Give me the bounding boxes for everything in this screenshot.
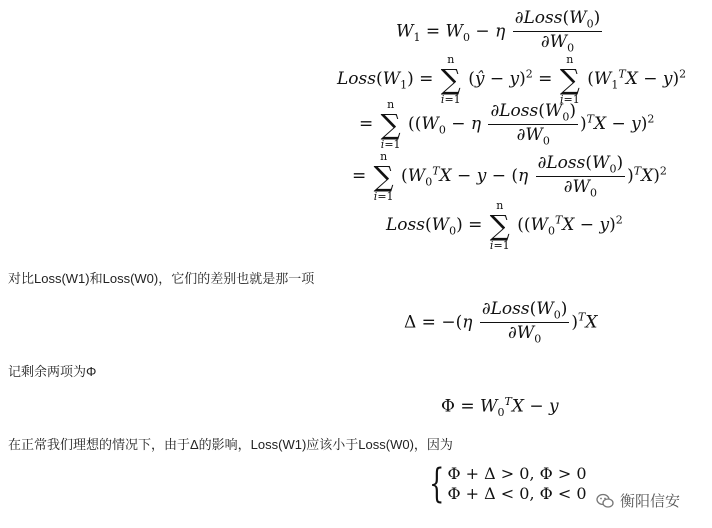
wechat-icon xyxy=(596,493,614,509)
equation-expansion-2: = n ∑ i=1 ($W_0^TX - y - (\eta$ $\frac{\partial Loss(W_0)}{\partial W_0}$ )$^T$X)$^2$ xyxy=(352,150,667,203)
paragraph-phi: 记剩余两项为Φ xyxy=(8,364,97,379)
equation-phi: $\Phi = W_0^TX - y$ xyxy=(441,395,559,420)
equation-loss-w0: $Loss(W_0) = n$ ∑ i=1 ($(W_0^TX - y)^2$ xyxy=(386,199,623,252)
watermark-text: 衡阳信安 xyxy=(620,493,681,510)
paragraph-condition: 在正常我们理想的情况下，由于Δ的影响，Loss(W1)应该小于Loss(W0)，因为 xyxy=(8,437,453,452)
paragraph-compare: 对比Loss(W1)和Loss(W0)，它们的差别也就是那一项 xyxy=(8,271,315,286)
watermark xyxy=(596,490,680,511)
equation-loss-w1: $Loss(W_1) = n$ ∑ i=1 (ŷ − y)$^2$ = n ∑ i=1 $(W_1^TX - y)^2$ xyxy=(337,53,687,106)
equation-delta: Δ = −(η $\frac{\partial Loss(W_0)}{\partial W_0}$ )$^T$X xyxy=(404,299,598,346)
equation-expansion-1: = n ∑ i=1 (($W_0 - \eta$ $\frac{\partial Loss(W_0)}{\partial W_0}$ )$^T$X − y)$^2$ xyxy=(359,98,655,151)
equation-update-rule: $W_1 = W_0 - \eta$ $\frac{\partial Loss(W_0)}{\partial W_0}$ xyxy=(396,8,601,55)
equation-cases: { Φ + Δ > 0, Φ > 0 Φ + Δ < 0, Φ < 0 xyxy=(429,461,587,507)
